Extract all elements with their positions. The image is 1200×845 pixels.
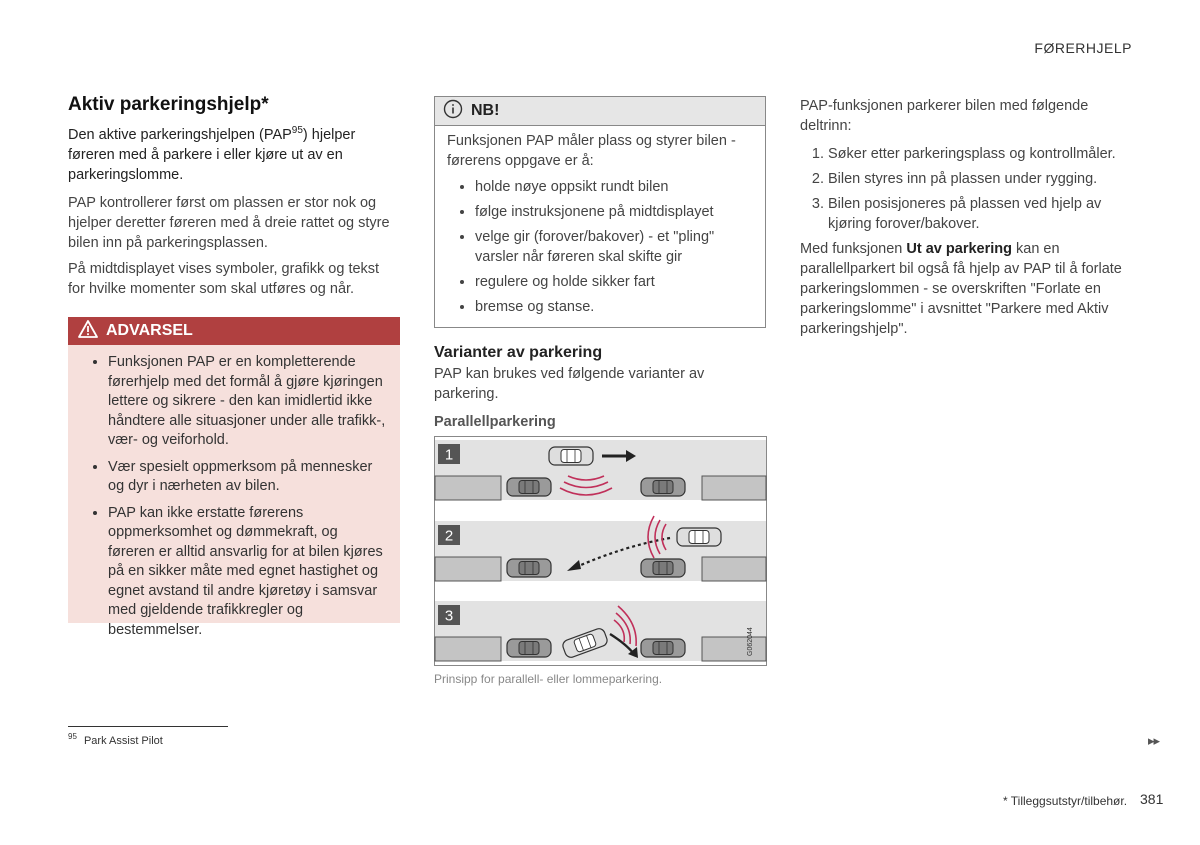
footnote <box>68 732 163 747</box>
footer-note: * Tilleggsutstyr/tilbehør. <box>1003 794 1128 808</box>
warning-triangle-icon <box>78 320 98 343</box>
section-title: FØRERHJELP <box>1034 40 1132 56</box>
warning-title: ADVARSEL <box>106 322 193 339</box>
warning-item: • PAP kan ikke erstatte førerens oppmerksomhet og dømmekraft, og føreren er alltid ansvarlig for at bilen kjøres på en sikker måte med egnet hastighet og egnet avstand til andre kjøretøy i samsvar med gjeldende trafikkregler og bestemmelser. <box>108 504 386 641</box>
note-text: Funksjonen PAP måler plass og styrer bilen - førerens oppgave er å: <box>447 133 736 169</box>
exit-text-before: Med funksjonen <box>800 241 907 257</box>
variants-heading: Varianter av parkering <box>434 344 603 361</box>
description-paragraph-1: PAP kontrollerer først om plassen er stor nok og hjelper deretter føreren med å dreie rattet og styre bilen inn på parkeringsplassen. <box>68 195 390 251</box>
note-item: • velge gir (forover/bakover) - et "pling" varsler når føreren skal skifte gir <box>475 227 755 267</box>
note-box <box>434 96 766 328</box>
exit-parking-paragraph <box>800 239 1130 339</box>
intro-text-before: Den aktive parkeringshjelpen (PAP <box>68 126 292 143</box>
note-list <box>435 177 765 317</box>
right-intro: PAP-funksjonen parkerer bilen med følgende deltrinn: <box>800 98 1089 134</box>
step-item: 1. Søker etter parkeringsplass og kontrollmåler. <box>828 144 1140 164</box>
exit-function-name: Ut av parkering <box>906 241 1012 257</box>
figure-code: G062044 <box>747 627 754 656</box>
step-3-label: 3 <box>444 607 454 625</box>
note-item: • holde nøye oppsikt rundt bilen <box>475 177 755 197</box>
exit-text-after: kan en parallellparkert bil også få hjelp av PAP til å forlate parkeringslommen - se overskriften "Forlate en parkeringslomme" i avsnittet "Parkere med Aktiv parkeringshjelp". <box>800 241 1122 337</box>
intro-text-after: ) hjelper føreren med å parkere i eller kjøre ut av en parkeringslomme. <box>68 126 356 183</box>
figure-caption: Prinsipp for parallell- eller lommeparkering. <box>434 672 663 686</box>
parking-illustration <box>434 436 767 666</box>
footnote-ref: 95 <box>291 125 303 136</box>
step-2-label: 2 <box>444 527 454 545</box>
note-item: • bremse og stanse. <box>475 297 755 317</box>
step-item: 3. Bilen posisjoneres på plassen ved hjelp av kjøring forover/bakover. <box>828 194 1140 234</box>
warning-header <box>68 317 400 345</box>
warning-box <box>68 317 400 638</box>
note-title: NB! <box>471 102 500 119</box>
warning-list <box>68 353 400 640</box>
parallel-heading: Parallellparkering <box>434 414 556 430</box>
note-item: • regulere og holde sikker fart <box>475 272 755 292</box>
warning-item: • Vær spesielt oppmerksom på mennesker og dyr i nærheten av bilen. <box>108 458 386 497</box>
variants-text: PAP kan brukes ved følgende varianter av parkering. <box>434 366 705 402</box>
step-item: 2. Bilen styres inn på plassen under rygging. <box>828 169 1140 189</box>
intro-paragraph <box>68 121 388 185</box>
continue-arrows-icon: ▸▸ <box>1148 733 1160 748</box>
footnote-number: 95 <box>68 732 77 741</box>
page-number: 381 <box>1140 791 1164 807</box>
note-item: • følge instruksjonene på midtdisplayet <box>475 202 755 222</box>
warning-item: • Funksjonen PAP er en kompletterende førerhjelp med det formål å gjøre kjøringen lettere og sikrere - den kan imidlertid ikke håndtere alle situasjoner under alle trafikk-, vær- og veiforhold. <box>108 353 386 451</box>
footnote-text: Park Assist Pilot <box>83 734 163 747</box>
note-header <box>435 97 765 126</box>
footnote-divider <box>68 726 228 727</box>
page-title: Aktiv parkeringshjelp* <box>68 94 269 115</box>
step-1-label: 1 <box>444 446 454 464</box>
description-paragraph-2: På midtdisplayet vises symboler, grafikk og tekst for hvilke momenter som skal utføres og når. <box>68 261 380 297</box>
steps-list <box>800 144 1140 239</box>
info-circle-icon <box>443 99 463 124</box>
